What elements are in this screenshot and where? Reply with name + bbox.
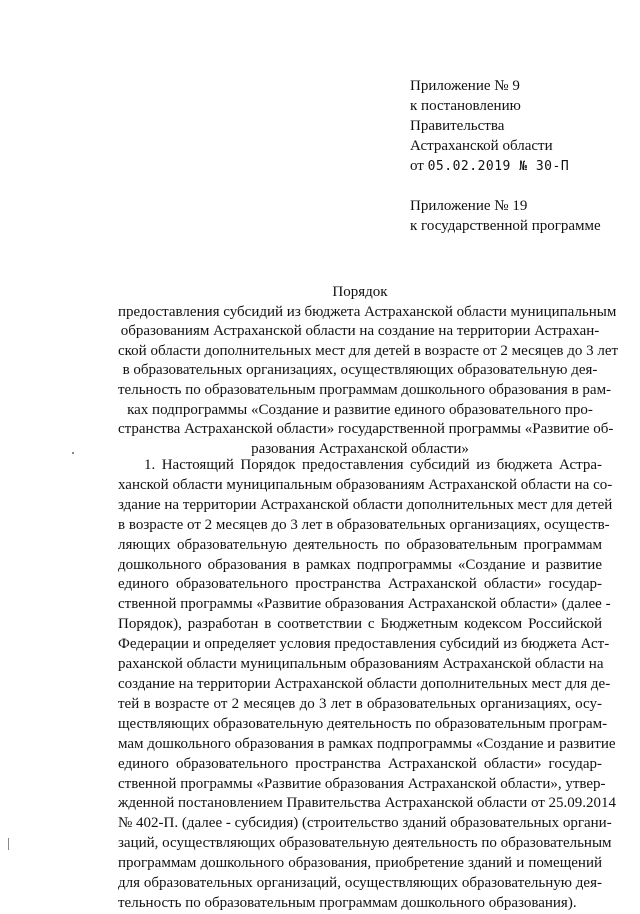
appendix-region: Астраханской области	[410, 138, 553, 154]
program-appendix-ref: к государственной программе	[410, 218, 601, 234]
paragraph-line: единого образовательного пространства Астраханской области» государ-	[118, 576, 602, 593]
paragraph-line: тей в возрасте от 2 месяцев до 3 лет в образовательных организациях, осу-	[118, 695, 602, 712]
paragraph-line: ханской области муниципальным образованиям Астраханской области на со-	[118, 476, 613, 493]
paragraph-line: № 402-П. (далее - субсидия) (строительство зданий образовательных органи-	[118, 815, 612, 832]
title-line: ках подпрограммы «Создание и развитие единого образовательного про-	[127, 401, 593, 418]
paragraph-line: в возрасте от 2 месяцев до 3 лет в образовательных организациях, осуществ-	[118, 516, 610, 533]
title-heading: Порядок	[332, 284, 388, 300]
date-prefix: от	[410, 158, 424, 174]
appendix-date-line	[410, 156, 569, 177]
paragraph-line: ляющих образовательную деятельность по образовательным программам	[118, 536, 602, 553]
paragraph-line: единого образовательного пространства Астраханской области» государ-	[118, 755, 602, 772]
paragraph-line: Порядок), разработан в соответствии с Бюджетным кодексом Российской	[118, 616, 602, 633]
appendix-number: Приложение № 9	[410, 78, 520, 94]
paragraph-line: ственной программы «Развитие образования Астраханской области», утвер-	[118, 775, 606, 792]
paragraph-line: для образовательных организаций, осуществляющих образовательную дея-	[118, 875, 602, 892]
paragraph-line: создание на территории Астраханской области дополнительных мест для де-	[118, 675, 611, 692]
appendix-resolution-ref: к постановлению	[410, 98, 521, 114]
paragraph-line: мам дошкольного образования в рамках подпрограммы «Создание и развитие	[118, 735, 616, 752]
scan-speck	[8, 838, 9, 850]
paragraph-1	[118, 456, 617, 914]
appendix-header-program	[410, 196, 601, 236]
paragraph-line: заций, осуществляющих образовательную деятельность по образовательным	[118, 835, 612, 852]
paragraph-line: Федерации и определяет условия предоставления субсидий из бюджета Аст-	[118, 636, 610, 653]
paragraph-line: ственной программы «Развитие образования Астраханской области» (далее -	[118, 596, 611, 613]
scan-speck	[72, 452, 74, 454]
paragraph-line: раханской области муниципальным образованиям Астраханской области на	[118, 656, 604, 673]
title-line: разования Астраханской области»	[251, 440, 469, 457]
title-line: предоставления субсидий из бюджета Астраханской области муниципальным	[118, 303, 617, 320]
title-line: образованиям Астраханской области на создание на территории Астрахан-	[120, 323, 600, 340]
appendix-government: Правительства	[410, 118, 505, 134]
paragraph-line: программам дошкольного образования, приобретение зданий и помещений	[118, 855, 602, 872]
program-appendix-number: Приложение № 19	[410, 198, 528, 214]
date-stamp: 05.02.2019 № 30-П	[427, 159, 570, 174]
paragraph-line: здание на территории Астраханской области дополнительных мест для детей	[118, 496, 613, 513]
paragraph-line: жденной постановлением Правительства Астраханской области от 25.09.2014	[118, 795, 617, 812]
title-line: странства Астраханской области» государственной программы «Развитие об-	[118, 421, 614, 438]
title-line: ской области дополнительных мест для детей в возрасте от 2 месяцев до 3 лет	[118, 342, 619, 359]
paragraph-line: тельность по образовательным программам дошкольного образования).	[118, 894, 577, 911]
paragraph-line: 1. Настоящий Порядок предоставления субсидий из бюджета Астра-	[144, 457, 602, 473]
paragraph-line: ществляющих образовательную деятельность по образовательным програм-	[118, 715, 608, 732]
paragraph-line: дошкольного образования в рамках подпрограммы «Создание и развитие	[118, 556, 602, 573]
title-line: тельность по образовательным программам дошкольного образования в рам-	[118, 381, 612, 398]
document-title	[118, 283, 619, 459]
appendix-header-resolution	[410, 76, 569, 177]
title-line: в образовательных организациях, осуществляющих образовательную дея-	[122, 362, 598, 379]
